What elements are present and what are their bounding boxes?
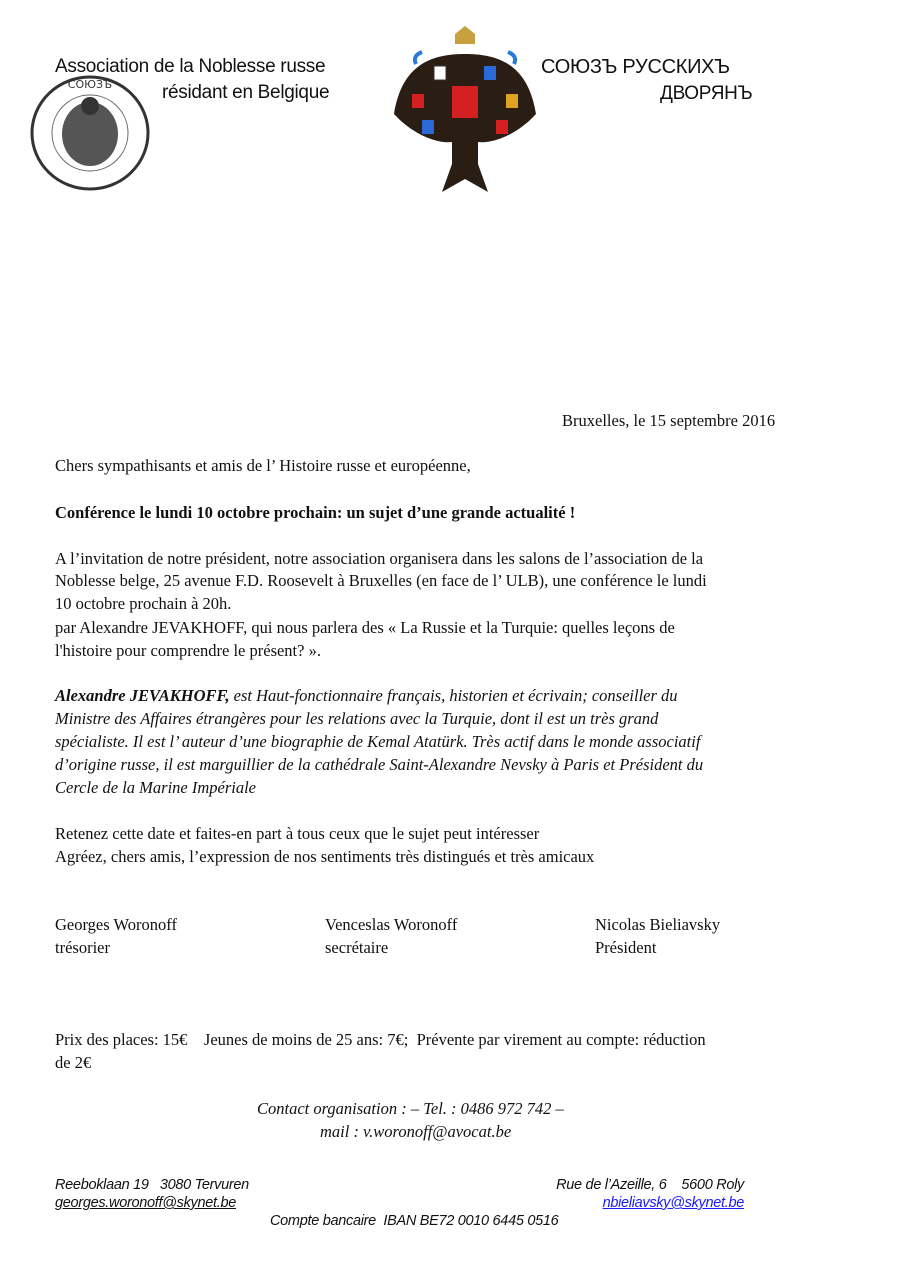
org-name-fr-line1: Association de la Noblesse russe: [55, 56, 326, 77]
price-line: de 2€: [55, 1053, 92, 1072]
left-email-link[interactable]: georges.woronoff@skynet.be: [55, 1195, 237, 1211]
intro-line: Noblesse belge, 25 avenue F.D. Roosevelt à Bruxelles (en face de l’ ULB), une conférence le lundi: [55, 571, 707, 590]
signatory-name: Venceslas Woronoff: [325, 915, 458, 934]
bank-account: Compte bancaire IBAN BE72 0010 6445 0516: [270, 1213, 559, 1229]
intro-line: l'histoire pour comprendre le présent? ».: [55, 641, 321, 660]
right-address: Rue de l’Azeille, 6 5600 Roly: [556, 1177, 744, 1193]
svg-text:СОЮЗЪ: СОЮЗЪ: [67, 78, 113, 91]
seal-logo: [28, 74, 152, 192]
org-name-ru-line2: ДВОРЯНЪ: [660, 83, 753, 104]
contact-phone: Contact organisation : – Tel. : 0486 972 742 –: [257, 1099, 564, 1118]
bio-line: spécialiste. Il est l’ auteur d’une biographie de Kemal Atatürk. Très actif dans le monde associatif: [55, 732, 701, 751]
signatory-role: Président: [595, 938, 657, 957]
bio-line: Cercle de la Marine Impériale: [55, 778, 256, 797]
intro-line: par Alexandre JEVAKHOFF, qui nous parlera des « La Russie et la Turquie: quelles leçons de: [55, 618, 675, 637]
bio-line: d’origine russe, il est marguillier de la cathédrale Saint-Alexandre Nevsky à Paris et Président du: [55, 755, 704, 774]
closing-line: Agréez, chers amis, l’expression de nos sentiments très distingués et très amicaux: [55, 847, 595, 866]
org-name-fr-line2: résidant en Belgique: [162, 82, 330, 103]
letter-date: Bruxelles, le 15 septembre 2016: [562, 411, 776, 430]
intro-line: 10 octobre prochain à 20h.: [55, 594, 232, 613]
bio-text: est Haut-fonctionnaire français, historien et écrivain; conseiller du: [229, 686, 678, 705]
closing-line: Retenez cette date et faites-en part à tous ceux que le sujet peut intéresser: [55, 824, 540, 843]
headline: Conférence le lundi 10 octobre prochain: un sujet d’une grande actualité !: [55, 503, 576, 522]
signatory-name: Nicolas Bieliavsky: [595, 915, 721, 934]
right-email-link[interactable]: nbieliavsky@skynet.be: [602, 1195, 744, 1211]
signatory-role: secrétaire: [325, 938, 389, 957]
signatory-name: Georges Woronoff: [55, 915, 177, 934]
signatory-role: trésorier: [55, 938, 110, 957]
greeting: Chers sympathisants et amis de l’ Histoire russe et européenne,: [55, 456, 471, 475]
bio-line: Ministre des Affaires étrangères pour les relations avec la Turquie, dont il est un très grand: [55, 709, 659, 728]
left-address: Reeboklaan 19 3080 Tervuren: [55, 1177, 249, 1193]
org-name-ru-line1: СОЮЗЪ РУССКИХЪ: [541, 56, 730, 78]
price-line: Prix des places: 15€ Jeunes de moins de 25 ans: 7€; Prévente par virement au compte: réduction: [55, 1030, 706, 1049]
contact-email: mail : v.woronoff@avocat.be: [320, 1122, 512, 1141]
imperial-eagle-emblem: [392, 24, 538, 196]
intro-line: A l’invitation de notre président, notre association organisera dans les salons de l’association de la: [55, 549, 704, 568]
bio-line: [55, 686, 678, 706]
speaker-name: Alexandre JEVAKHOFF,: [55, 686, 230, 705]
